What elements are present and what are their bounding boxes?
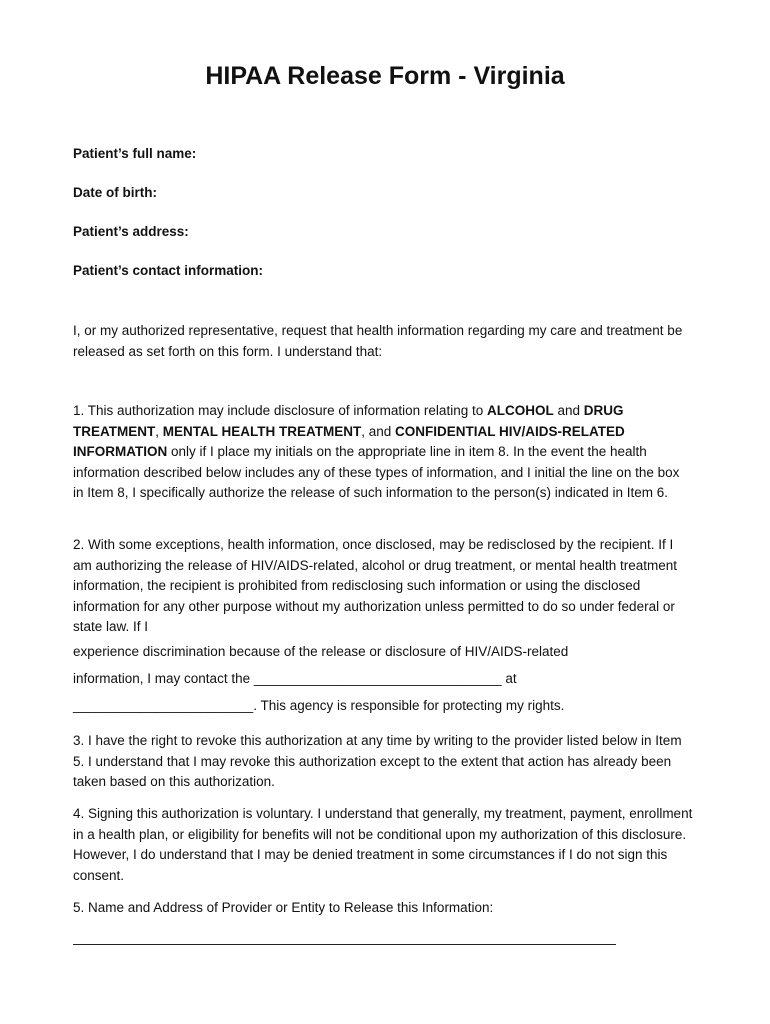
full-name-label: Patient’s full name:	[73, 146, 197, 161]
contact-label: Patient’s contact information:	[73, 263, 264, 278]
item-1-text: and	[553, 403, 584, 418]
provider-name-address-line[interactable]	[73, 944, 616, 945]
item-2-agency-line: ________________________. This agency is responsible for protecting my rights.	[73, 698, 565, 713]
item-1-alcohol: ALCOHOL	[486, 403, 554, 418]
page-title: HIPAA Release Form - Virginia	[205, 62, 565, 90]
item-1-text: 1. This authorization may include disclosure of information relating to	[73, 403, 487, 418]
item-4-paragraph: 4. Signing this authorization is voluntary. I understand that generally, my treatment, payment, enrollment in a health plan, or eligibility for benefits will not be conditional upon my authorization of this disclosure. However, I do understand that I may be denied treatment in some circumstances if I do not sign this consent.	[73, 806, 693, 883]
item-2-paragraph: 2. With some exceptions, health information, once disclosed, may be redisclosed by the recipient. If I am authorizing the release of HIV/AIDS-related, alcohol or drug treatment, or mental health treatment information, the recipient is prohibited from redisclosing such information or using the disclosed information for any other purpose without my authorization unless permitted to do so under federal or state law. If I	[73, 537, 678, 635]
item-1-mental-health: MENTAL HEALTH TREATMENT	[162, 423, 362, 439]
item-2-line: experience discrimination because of the release or disclosure of HIV/AIDS-related	[73, 644, 569, 659]
item-2-contact-line: information, I may contact the _________________________________ at	[73, 671, 517, 686]
item-1-paragraph	[73, 401, 693, 504]
item-1-text: , and	[361, 423, 396, 439]
item-5-label: 5. Name and Address of Provider or Entity to Release this Information:	[73, 900, 494, 915]
intro-paragraph: I, or my authorized representative, request that health information regarding my care and treatment be released as set forth on this form. I understand that:	[73, 323, 683, 359]
item-3-paragraph: 3. I have the right to revoke this authorization at any time by writing to the provider listed below in Item 5. I understand that I may revoke this authorization except to the extent that action has already been taken based on this authorization.	[73, 733, 682, 790]
item-1-text: ,	[155, 423, 163, 439]
item-1-text: only if I place my initials on the appropriate line in item 8. In the event the health information described below includes any of these types of information, and I initial the line on the box in Item 8, I specifically authorize the release of such information to the person(s) indicated in Item 6.	[73, 444, 680, 501]
item-1-hiv-aids: CONFIDENTIAL HIV/AIDS-RELATED INFORMATION	[73, 423, 625, 460]
item-1-drug-treatment: DRUG TREATMENT	[73, 403, 624, 439]
address-label: Patient’s address:	[73, 224, 189, 239]
dob-label: Date of birth:	[73, 185, 157, 200]
